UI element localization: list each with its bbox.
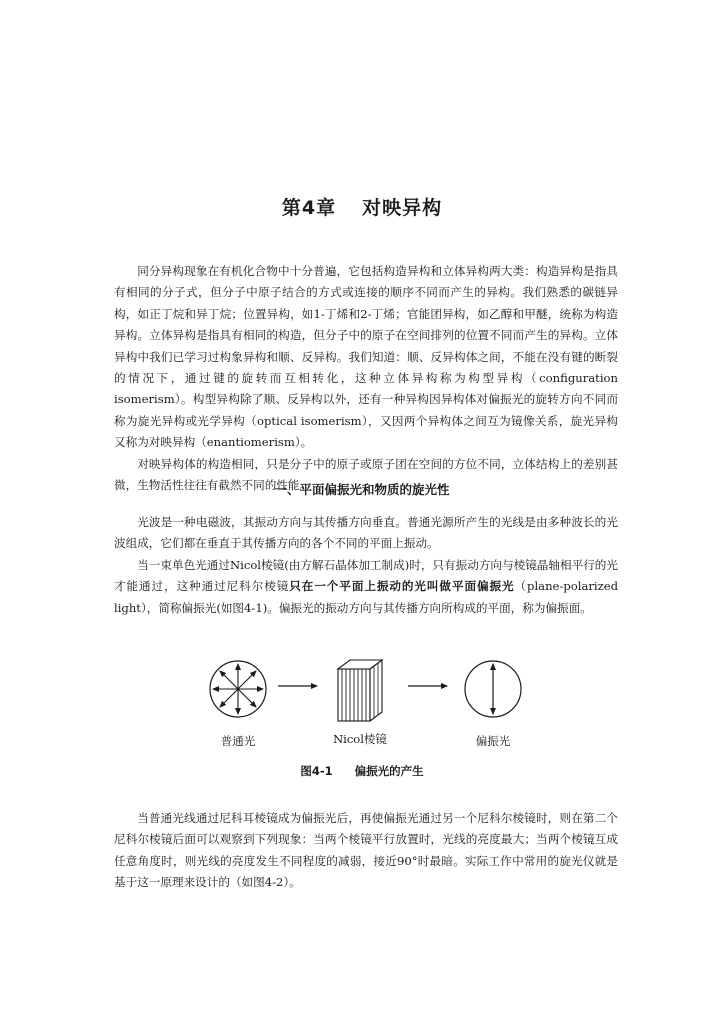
paragraph-text-start: 当一束单色光通过Nicol棱镜(由方解石晶体加工制成)时，只有振动方向与棱镜晶轴相平行的光才能通过，这种通过尼科尔棱镜: [114, 557, 618, 594]
figure-4-1: [200, 655, 540, 750]
intro-section: [114, 261, 618, 496]
polarized-light-label: 偏振光: [475, 734, 511, 748]
caption-number: 图4-1: [300, 764, 333, 778]
section1-body: [114, 512, 618, 619]
chapter-title: [0, 193, 724, 220]
ordinary-light-label: 普通光: [220, 734, 256, 748]
intro-paragraph-2: 对映异构体的构造相同，只是分子中的原子或原子团在空间的方位不同，立体结构上的差别甚微，生物活性往往有截然不同的性能。: [114, 456, 618, 493]
ordinary-light-icon: [210, 661, 266, 717]
caption-text: 偏振光的产生: [354, 764, 424, 778]
section1-paragraph-1: 光波是一种电磁波，其振动方向与其传播方向垂直。普通光源所产生的光线是由多种波长的光波组成，它们都在垂直于其传播方向的各个不同的平面上振动。: [114, 515, 618, 551]
nicol-prism-label: Nicol棱镜: [333, 732, 387, 746]
nicol-prism-icon: [338, 660, 382, 721]
chapter-name: 对映异构: [362, 197, 443, 219]
section-heading: 一、平面偏振光和物质的旋光性: [274, 482, 450, 497]
definition-bold-text: 只在一个平面上振动的光叫做平面偏振光: [289, 579, 515, 594]
section1-paragraph-2: [114, 555, 618, 619]
section1-continued: [114, 808, 618, 894]
figure-caption: [0, 763, 724, 779]
intro-paragraph-1: 同分异构现象在有机化合物中十分普遍，它包括构造异构和立体异构两大类：构造异构是指具有相同的分子式，但分子中原子结合的方式或连接的顺序不同而产生的异构。我们熟悉的碳链异构，如正丁烷和异丁烷；位置异构，如1-丁烯和2-丁烯；官能团异构，如乙醇和甲醚，统称为构造异构。立体异构是指具有相同的构造，但分子中的原子在空间排列的位置不同而产生的异构。立体异构中我们已学习过构象异构和顺、反异构。我们知道：顺、反异构体之间，不能在没有键的断裂的情况下，通过键的旋转而互相转化，这种立体异构称为构型异构（configuration isomerism）。构型异构除了顺、反异构以外，还有一种异构因异构体对偏振光的旋转方向不同而称为旋光异构或光学异构（optical isomerism），又因两个异构体之间互为镜像关系，旋光异构又称为对映异构（enantiomerism）。: [114, 264, 618, 450]
section1-paragraph-3: 当普通光线通过尼科耳棱镜成为偏振光后，再使偏振光通过另一个尼科尔棱镜时，则在第二个尼科尔棱镜后面可以观察到下列现象：当两个棱镜平行放置时，光线的亮度最大；当两个棱镜互成任意角度时，则光线的亮度发生不同程度的减弱，接近90°时最暗。实际工作中常用的旋光仪就是基于这一原理来设计的（如图4-2）。: [114, 811, 618, 890]
paragraph-text-end: （plane-polarized light），简称偏振光(如图4-1)。偏振光的振动方向与其传播方向所构成的平面，称为偏振面。: [114, 579, 618, 615]
polarized-light-icon: [465, 661, 521, 717]
chapter-number: 第4章: [281, 197, 337, 219]
